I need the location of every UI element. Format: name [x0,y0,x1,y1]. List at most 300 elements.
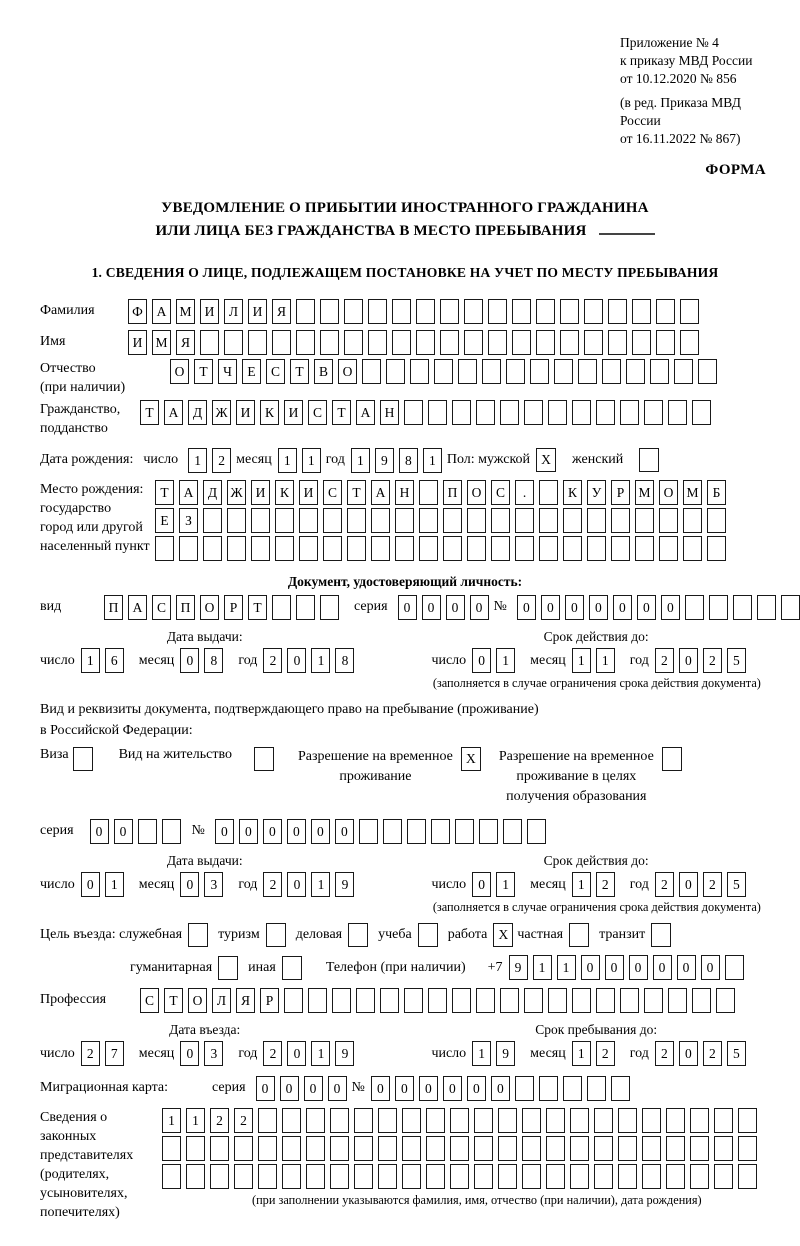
char-cell[interactable] [395,536,414,561]
char-cell[interactable] [371,536,390,561]
char-cell[interactable]: 9 [335,872,354,897]
char-cell[interactable] [368,330,387,355]
char-cell[interactable] [674,359,693,384]
char-cell[interactable]: 6 [105,648,124,673]
char-cell[interactable] [386,359,405,384]
char-cell[interactable] [210,1164,229,1189]
char-cell[interactable]: Ч [218,359,237,384]
char-cell[interactable]: 1 [596,648,615,673]
char-cell[interactable] [578,359,597,384]
char-cell[interactable]: 2 [263,872,282,897]
char-cell[interactable] [522,1164,541,1189]
char-cell[interactable] [332,988,351,1013]
char-cell[interactable]: Р [224,595,243,620]
char-cell[interactable]: Т [347,480,366,505]
char-cell[interactable] [284,988,303,1013]
char-cell[interactable] [224,330,243,355]
char-cell[interactable]: Н [395,480,414,505]
char-cell[interactable] [200,330,219,355]
char-cell[interactable]: О [338,359,357,384]
char-cell[interactable]: О [200,595,219,620]
char-cell[interactable]: 0 [287,872,306,897]
char-cell[interactable]: Р [611,480,630,505]
char-cell[interactable]: О [659,480,678,505]
char-cell[interactable] [611,508,630,533]
char-cell[interactable]: 0 [328,1076,347,1101]
char-cell[interactable]: С [323,480,342,505]
char-cell[interactable]: 1 [278,448,297,473]
char-cell[interactable] [515,536,534,561]
char-cell[interactable] [323,508,342,533]
char-cell[interactable] [515,508,534,533]
char-cell[interactable] [450,1136,469,1161]
char-cell[interactable] [692,988,711,1013]
char-cell[interactable]: 2 [596,872,615,897]
char-cell[interactable]: 2 [703,1041,722,1066]
char-cell[interactable] [258,1136,277,1161]
char-cell[interactable] [570,1108,589,1133]
char-cell[interactable]: З [179,508,198,533]
char-cell[interactable] [431,819,450,844]
char-cell[interactable]: 1 [572,1041,591,1066]
char-cell[interactable] [618,1136,637,1161]
char-cell[interactable] [450,1108,469,1133]
char-cell[interactable] [368,299,387,324]
char-cell[interactable] [690,1108,709,1133]
char-cell[interactable] [251,536,270,561]
char-cell[interactable] [680,330,699,355]
char-cell[interactable] [282,1136,301,1161]
char-cell[interactable] [354,1108,373,1133]
char-cell[interactable] [587,536,606,561]
char-cell[interactable]: 0 [679,648,698,673]
char-cell[interactable]: Ж [212,400,231,425]
char-cell[interactable]: 0 [589,595,608,620]
char-cell[interactable]: 5 [727,1041,746,1066]
char-cell[interactable] [683,536,702,561]
char-cell[interactable]: 0 [81,872,100,897]
char-cell[interactable] [443,508,462,533]
char-cell[interactable]: 0 [287,648,306,673]
char-cell[interactable] [330,1136,349,1161]
char-cell[interactable] [650,359,669,384]
char-cell[interactable] [488,299,507,324]
purpose-tourism-checkbox[interactable] [266,923,286,947]
char-cell[interactable]: 0 [304,1076,323,1101]
char-cell[interactable] [491,536,510,561]
char-cell[interactable] [320,330,339,355]
char-cell[interactable]: П [443,480,462,505]
char-cell[interactable] [426,1108,445,1133]
char-cell[interactable] [733,595,752,620]
char-cell[interactable]: А [356,400,375,425]
char-cell[interactable] [488,330,507,355]
char-cell[interactable] [434,359,453,384]
char-cell[interactable] [692,400,711,425]
char-cell[interactable]: К [563,480,582,505]
char-cell[interactable]: 0 [491,1076,510,1101]
char-cell[interactable]: Т [248,595,267,620]
char-cell[interactable]: 8 [335,648,354,673]
char-cell[interactable] [530,359,549,384]
char-cell[interactable] [296,299,315,324]
char-cell[interactable]: Т [155,480,174,505]
char-cell[interactable]: 3 [204,1041,223,1066]
char-cell[interactable] [584,299,603,324]
char-cell[interactable] [680,299,699,324]
char-cell[interactable]: 1 [572,648,591,673]
char-cell[interactable] [668,400,687,425]
char-cell[interactable] [757,595,776,620]
char-cell[interactable]: 1 [186,1108,205,1133]
char-cell[interactable]: 1 [423,448,442,473]
char-cell[interactable] [644,988,663,1013]
char-cell[interactable] [536,299,555,324]
char-cell[interactable]: 8 [399,448,418,473]
char-cell[interactable]: 0 [472,648,491,673]
char-cell[interactable] [426,1136,445,1161]
char-cell[interactable] [347,536,366,561]
char-cell[interactable] [738,1108,757,1133]
char-cell[interactable]: Ф [128,299,147,324]
char-cell[interactable] [296,595,315,620]
char-cell[interactable] [371,508,390,533]
char-cell[interactable] [560,299,579,324]
char-cell[interactable] [258,1164,277,1189]
char-cell[interactable] [467,536,486,561]
char-cell[interactable]: 2 [703,872,722,897]
char-cell[interactable]: 0 [629,955,648,980]
char-cell[interactable] [512,299,531,324]
char-cell[interactable] [570,1136,589,1161]
char-cell[interactable]: 1 [496,648,515,673]
char-cell[interactable] [227,508,246,533]
char-cell[interactable]: 0 [398,595,417,620]
char-cell[interactable]: 0 [446,595,465,620]
char-cell[interactable]: 0 [215,819,234,844]
char-cell[interactable]: 0 [605,955,624,980]
char-cell[interactable] [626,359,645,384]
char-cell[interactable]: 0 [637,595,656,620]
char-cell[interactable]: 0 [180,1041,199,1066]
char-cell[interactable] [522,1136,541,1161]
char-cell[interactable] [594,1164,613,1189]
char-cell[interactable] [203,536,222,561]
char-cell[interactable]: 0 [395,1076,414,1101]
char-cell[interactable]: А [128,595,147,620]
char-cell[interactable] [464,330,483,355]
char-cell[interactable] [476,988,495,1013]
char-cell[interactable] [515,1076,534,1101]
char-cell[interactable] [690,1136,709,1161]
char-cell[interactable]: 7 [105,1041,124,1066]
char-cell[interactable] [563,1076,582,1101]
char-cell[interactable] [203,508,222,533]
char-cell[interactable]: 0 [422,595,441,620]
char-cell[interactable] [296,330,315,355]
char-cell[interactable] [419,480,438,505]
char-cell[interactable] [330,1164,349,1189]
char-cell[interactable]: 0 [701,955,720,980]
char-cell[interactable] [362,359,381,384]
char-cell[interactable]: 2 [81,1041,100,1066]
char-cell[interactable]: И [248,299,267,324]
char-cell[interactable] [234,1164,253,1189]
char-cell[interactable]: Т [290,359,309,384]
char-cell[interactable]: Я [176,330,195,355]
char-cell[interactable] [428,400,447,425]
char-cell[interactable] [611,536,630,561]
char-cell[interactable] [354,1136,373,1161]
char-cell[interactable]: Е [155,508,174,533]
char-cell[interactable] [714,1136,733,1161]
char-cell[interactable]: С [308,400,327,425]
char-cell[interactable] [668,988,687,1013]
char-cell[interactable]: Н [380,400,399,425]
char-cell[interactable] [611,1076,630,1101]
gender-male-checkbox[interactable]: X [536,448,556,472]
char-cell[interactable] [330,1108,349,1133]
char-cell[interactable] [707,508,726,533]
char-cell[interactable] [323,536,342,561]
char-cell[interactable]: 3 [204,872,223,897]
char-cell[interactable]: 0 [467,1076,486,1101]
char-cell[interactable] [709,595,728,620]
char-cell[interactable] [642,1108,661,1133]
char-cell[interactable] [698,359,717,384]
char-cell[interactable] [258,1108,277,1133]
char-cell[interactable] [563,536,582,561]
char-cell[interactable] [666,1136,685,1161]
char-cell[interactable]: 0 [443,1076,462,1101]
char-cell[interactable] [500,400,519,425]
char-cell[interactable]: 1 [105,872,124,897]
char-cell[interactable] [594,1136,613,1161]
char-cell[interactable]: 1 [572,872,591,897]
char-cell[interactable]: А [152,299,171,324]
char-cell[interactable] [450,1164,469,1189]
char-cell[interactable]: 1 [302,448,321,473]
char-cell[interactable] [282,1164,301,1189]
char-cell[interactable] [554,359,573,384]
char-cell[interactable] [659,536,678,561]
char-cell[interactable]: 5 [727,872,746,897]
char-cell[interactable]: С [140,988,159,1013]
char-cell[interactable] [455,819,474,844]
purpose-private-checkbox[interactable] [569,923,589,947]
char-cell[interactable] [272,330,291,355]
char-cell[interactable] [347,508,366,533]
char-cell[interactable] [404,988,423,1013]
char-cell[interactable] [546,1108,565,1133]
char-cell[interactable]: С [491,480,510,505]
char-cell[interactable]: 0 [472,872,491,897]
char-cell[interactable] [527,819,546,844]
char-cell[interactable]: 0 [180,872,199,897]
char-cell[interactable] [503,819,522,844]
char-cell[interactable] [479,819,498,844]
char-cell[interactable]: 0 [280,1076,299,1101]
char-cell[interactable] [356,988,375,1013]
char-cell[interactable]: С [266,359,285,384]
char-cell[interactable] [584,330,603,355]
char-cell[interactable] [155,536,174,561]
char-cell[interactable]: 2 [210,1108,229,1133]
char-cell[interactable]: Л [224,299,243,324]
char-cell[interactable] [186,1164,205,1189]
temp-permit-checkbox[interactable]: X [461,747,481,771]
char-cell[interactable] [644,400,663,425]
char-cell[interactable]: Т [332,400,351,425]
purpose-study-checkbox[interactable] [418,923,438,947]
char-cell[interactable] [404,400,423,425]
char-cell[interactable] [522,1108,541,1133]
char-cell[interactable] [410,359,429,384]
char-cell[interactable] [738,1136,757,1161]
char-cell[interactable] [467,508,486,533]
char-cell[interactable] [474,1108,493,1133]
char-cell[interactable]: 2 [596,1041,615,1066]
char-cell[interactable] [474,1136,493,1161]
char-cell[interactable] [594,1108,613,1133]
char-cell[interactable] [666,1164,685,1189]
char-cell[interactable] [359,819,378,844]
char-cell[interactable] [587,508,606,533]
char-cell[interactable]: . [515,480,534,505]
char-cell[interactable]: 0 [90,819,109,844]
char-cell[interactable]: 0 [419,1076,438,1101]
char-cell[interactable]: И [128,330,147,355]
char-cell[interactable]: 0 [371,1076,390,1101]
char-cell[interactable]: 0 [287,1041,306,1066]
char-cell[interactable] [548,400,567,425]
char-cell[interactable] [275,508,294,533]
char-cell[interactable] [474,1164,493,1189]
char-cell[interactable]: 0 [517,595,536,620]
char-cell[interactable]: 0 [653,955,672,980]
char-cell[interactable]: 1 [496,872,515,897]
char-cell[interactable]: И [236,400,255,425]
char-cell[interactable] [546,1164,565,1189]
char-cell[interactable]: И [284,400,303,425]
char-cell[interactable]: Я [236,988,255,1013]
char-cell[interactable] [500,988,519,1013]
char-cell[interactable]: 1 [188,448,207,473]
char-cell[interactable]: А [179,480,198,505]
char-cell[interactable] [596,988,615,1013]
char-cell[interactable]: 2 [234,1108,253,1133]
char-cell[interactable] [482,359,501,384]
char-cell[interactable]: 0 [239,819,258,844]
char-cell[interactable] [707,536,726,561]
char-cell[interactable] [642,1136,661,1161]
char-cell[interactable] [179,536,198,561]
char-cell[interactable] [440,330,459,355]
char-cell[interactable]: 8 [204,648,223,673]
char-cell[interactable] [378,1136,397,1161]
char-cell[interactable] [426,1164,445,1189]
char-cell[interactable] [546,1136,565,1161]
char-cell[interactable] [419,536,438,561]
char-cell[interactable] [539,508,558,533]
char-cell[interactable]: 0 [613,595,632,620]
char-cell[interactable] [536,330,555,355]
gender-female-checkbox[interactable] [639,448,659,472]
char-cell[interactable]: Л [212,988,231,1013]
char-cell[interactable] [308,988,327,1013]
char-cell[interactable] [452,400,471,425]
char-cell[interactable]: 2 [263,1041,282,1066]
char-cell[interactable] [395,508,414,533]
char-cell[interactable] [458,359,477,384]
char-cell[interactable] [620,988,639,1013]
char-cell[interactable]: Ж [227,480,246,505]
purpose-humanitarian-checkbox[interactable] [218,956,238,980]
char-cell[interactable]: К [260,400,279,425]
char-cell[interactable]: 0 [679,872,698,897]
char-cell[interactable] [781,595,800,620]
char-cell[interactable]: Т [164,988,183,1013]
residence-permit-checkbox[interactable] [254,747,274,771]
char-cell[interactable] [344,330,363,355]
char-cell[interactable] [498,1108,517,1133]
char-cell[interactable]: 1 [557,955,576,980]
char-cell[interactable]: 0 [180,648,199,673]
char-cell[interactable] [320,595,339,620]
char-cell[interactable]: 9 [509,955,528,980]
char-cell[interactable]: О [188,988,207,1013]
char-cell[interactable]: 9 [496,1041,515,1066]
char-cell[interactable] [392,330,411,355]
char-cell[interactable]: 0 [541,595,560,620]
char-cell[interactable] [320,299,339,324]
char-cell[interactable] [524,400,543,425]
char-cell[interactable] [608,299,627,324]
char-cell[interactable]: 1 [311,1041,330,1066]
char-cell[interactable] [299,536,318,561]
char-cell[interactable] [620,400,639,425]
char-cell[interactable] [306,1136,325,1161]
char-cell[interactable]: 0 [335,819,354,844]
purpose-transit-checkbox[interactable] [651,923,671,947]
char-cell[interactable]: 1 [311,648,330,673]
char-cell[interactable] [632,330,651,355]
char-cell[interactable] [443,536,462,561]
char-cell[interactable]: 9 [335,1041,354,1066]
char-cell[interactable] [440,299,459,324]
char-cell[interactable] [685,595,704,620]
edu-permit-checkbox[interactable] [662,747,682,771]
char-cell[interactable] [602,359,621,384]
char-cell[interactable] [251,508,270,533]
char-cell[interactable]: 0 [311,819,330,844]
char-cell[interactable]: Р [260,988,279,1013]
purpose-official-checkbox[interactable] [188,923,208,947]
char-cell[interactable] [618,1164,637,1189]
purpose-work-checkbox[interactable]: X [493,923,513,947]
char-cell[interactable] [512,330,531,355]
char-cell[interactable]: Д [188,400,207,425]
char-cell[interactable] [572,988,591,1013]
char-cell[interactable]: У [587,480,606,505]
char-cell[interactable]: Я [272,299,291,324]
char-cell[interactable]: 0 [679,1041,698,1066]
char-cell[interactable]: 2 [655,872,674,897]
char-cell[interactable]: 9 [375,448,394,473]
char-cell[interactable]: О [170,359,189,384]
char-cell[interactable] [635,508,654,533]
char-cell[interactable] [563,508,582,533]
